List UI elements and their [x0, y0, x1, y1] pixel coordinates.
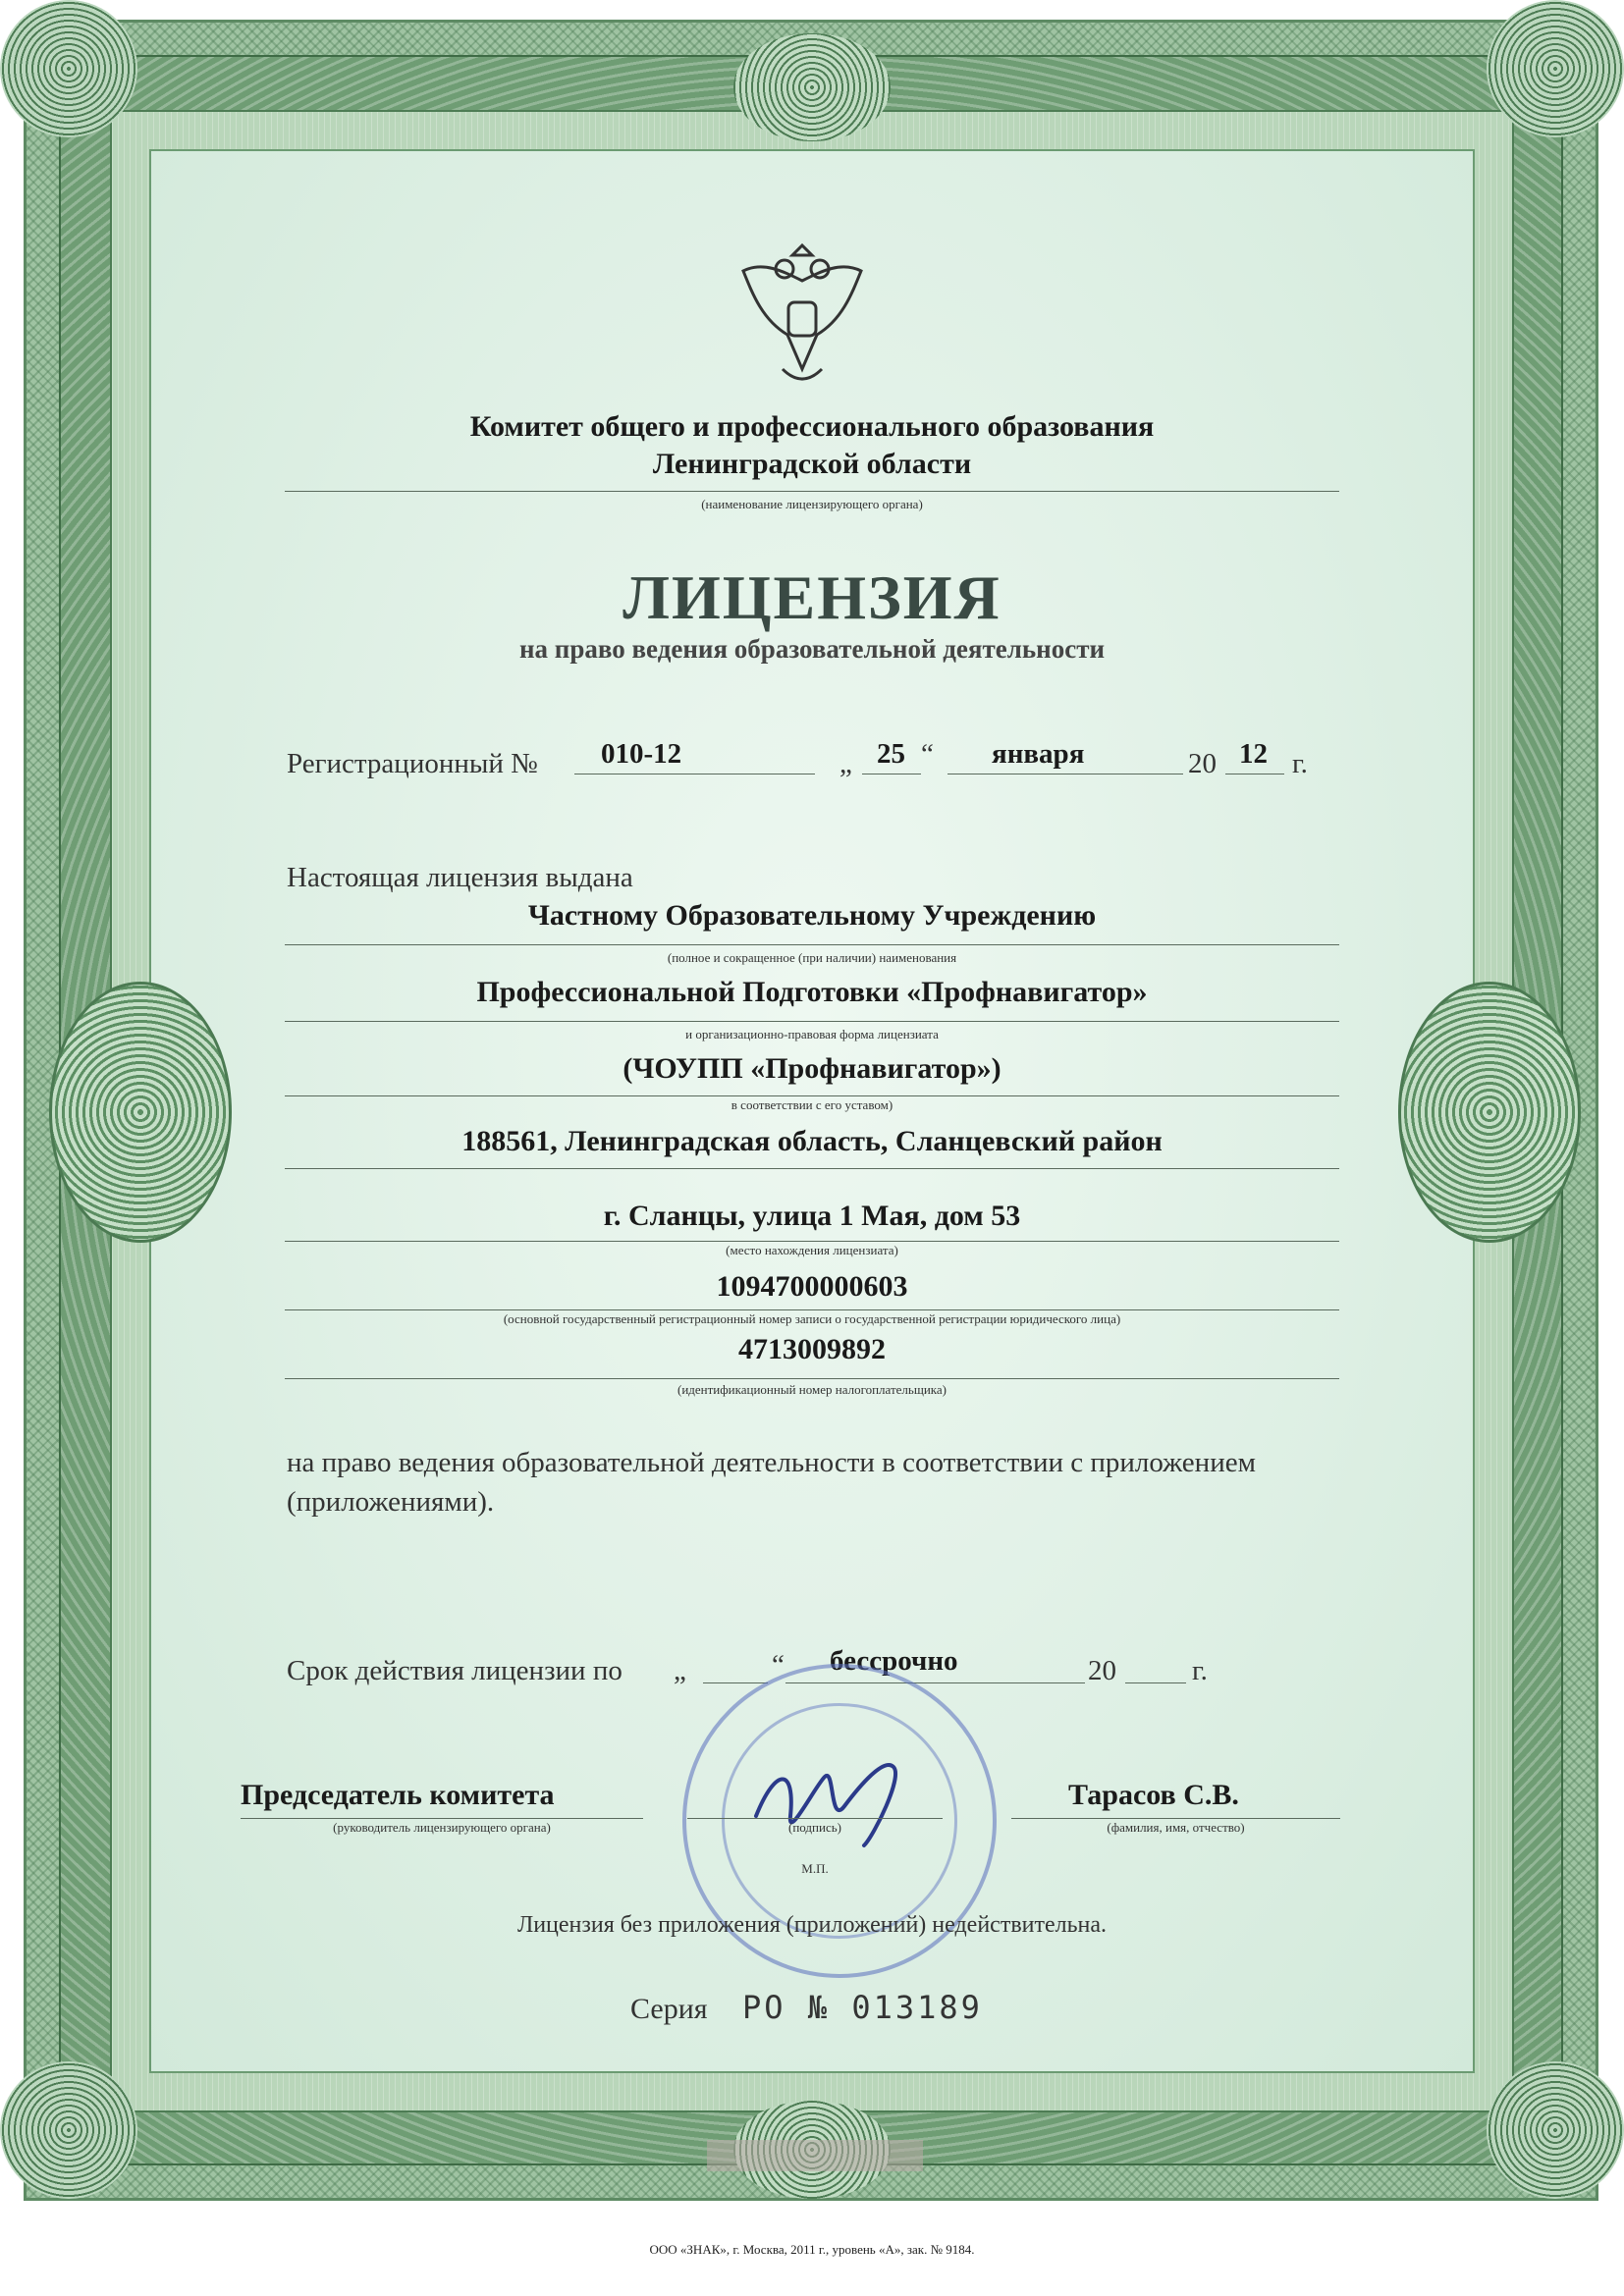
corner-rosette — [0, 2061, 137, 2199]
corner-rosette — [0, 0, 137, 137]
divider — [285, 1021, 1339, 1022]
divider — [285, 491, 1339, 492]
validity-label: Срок действия лицензии по — [287, 1655, 623, 1686]
validity-year-prefix: 20 — [1088, 1655, 1116, 1686]
signature-mark — [746, 1747, 933, 1855]
divider — [285, 1241, 1339, 1242]
registration-number: 010-12 — [601, 738, 682, 770]
licensee-short-name: (ЧОУПП «Профнавигатор») — [623, 1052, 1001, 1085]
licensee-name-line1: Частному Образовательному Учреждению — [527, 899, 1097, 932]
signatory-position: Председатель комитета — [241, 1779, 555, 1811]
licensee-hint2: и организационно-правовая форма лицензиата — [685, 1027, 939, 1041]
quote-open: „ — [839, 748, 852, 779]
right-rosette — [1398, 982, 1581, 1243]
quote-close: “ — [772, 1649, 785, 1681]
licensee-ogrn: 1094700000603 — [716, 1270, 908, 1303]
licensee-hint1: (полное и сокращенное (при наличии) наименования — [667, 950, 957, 965]
corner-rosette — [1487, 0, 1624, 137]
stamp-hint: М.П. — [801, 1861, 829, 1876]
smudge — [707, 2140, 923, 2171]
licensee-address-line1: 188561, Ленинградская область, Сланцевский район — [461, 1125, 1163, 1157]
document-subtitle: на право ведения образовательной деятельности — [518, 634, 1106, 664]
validity-year-unit: г. — [1192, 1655, 1208, 1686]
corner-rosette — [1487, 2061, 1624, 2199]
purpose-line2: (приложениями). — [287, 1486, 495, 1518]
coat-of-arms-icon — [724, 241, 881, 399]
divider — [241, 1818, 643, 1819]
licensee-name-line2: Профессиональной Подготовки «Профнавигатор» — [476, 976, 1148, 1008]
licensee-address-line2: г. Сланцы, улица 1 Мая, дом 53 — [603, 1200, 1021, 1232]
divider — [285, 1378, 1339, 1379]
licensee-hint6: (идентификационный номер налогоплательщика) — [677, 1382, 947, 1397]
printer-info: ООО «ЗНАК», г. Москва, 2011 г., уровень «А», зак. № 9184. — [649, 2242, 975, 2257]
signatory-position-hint: (руководитель лицензирующего органа) — [333, 1820, 551, 1835]
divider — [687, 1818, 943, 1819]
divider — [1125, 1682, 1186, 1683]
divider — [1011, 1818, 1340, 1819]
signatory-name: Тарасов С.В. — [1068, 1779, 1239, 1811]
licensee-inn: 4713009892 — [738, 1333, 886, 1365]
authority-line1: Комитет общего и профессионального образования — [469, 410, 1155, 443]
registration-year: 12 — [1239, 738, 1268, 770]
quote-open: „ — [674, 1655, 686, 1686]
divider — [285, 944, 1339, 945]
divider — [703, 1682, 768, 1683]
year-prefix: 20 — [1188, 748, 1217, 779]
left-rosette — [49, 982, 232, 1243]
authority-line2: Ленинградской области — [652, 448, 972, 480]
authority-hint: (наименование лицензирующего органа) — [701, 497, 923, 511]
licensee-hint5: (основной государственный регистрационный номер записи о государственной регистрации юридического лица) — [503, 1311, 1121, 1326]
divider — [285, 1309, 1339, 1310]
series-label: Серия — [630, 1993, 708, 2025]
divider — [285, 1095, 1339, 1096]
issued-label: Настоящая лицензия выдана — [287, 862, 633, 893]
signature-hint: (подпись) — [788, 1820, 841, 1835]
registration-day: 25 — [877, 738, 905, 770]
validity-value: бессрочно — [830, 1645, 958, 1677]
validity-note: Лицензия без приложения (приложений) недействительна. — [516, 1912, 1108, 1938]
purpose-line1: на право ведения образовательной деятельности в соответствии с приложением — [287, 1447, 1256, 1478]
top-ornament — [733, 33, 891, 141]
divider — [285, 1168, 1339, 1169]
series-number: РО № 013189 — [742, 1989, 983, 2026]
registration-label: Регистрационный № — [287, 748, 538, 779]
licensee-hint3: в соответствии с его уставом) — [731, 1097, 893, 1112]
year-unit: г. — [1292, 748, 1308, 779]
document-title: ЛИЦЕНЗИЯ — [623, 562, 1001, 632]
licensee-hint4: (место нахождения лицензиата) — [726, 1243, 898, 1257]
registration-month: января — [992, 738, 1085, 770]
quote-close: “ — [921, 738, 934, 770]
signatory-name-hint: (фамилия, имя, отчество) — [1107, 1820, 1245, 1835]
